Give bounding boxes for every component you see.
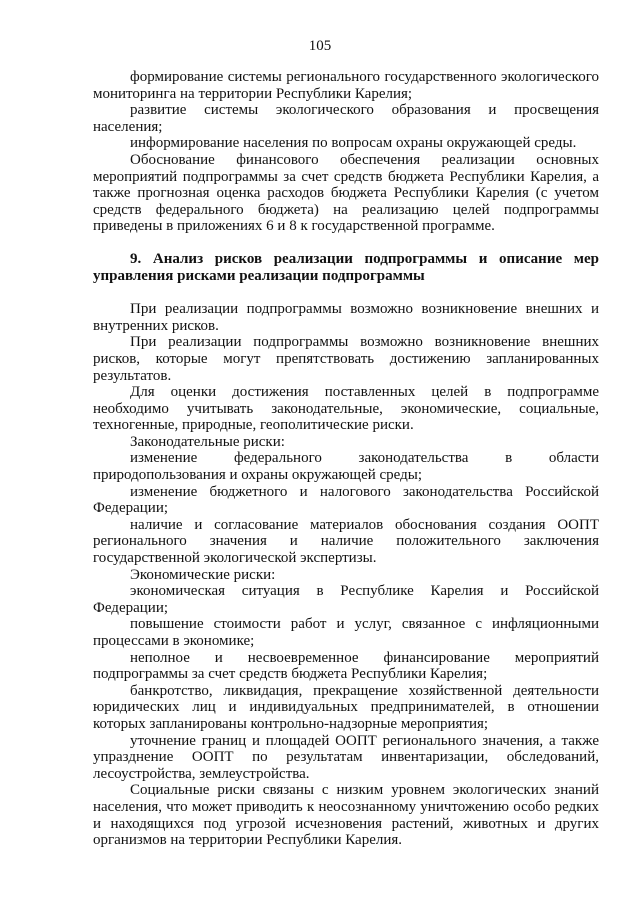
paragraph: информирование населения по вопросам охраны окружающей среды. [130, 135, 577, 152]
list-item: банкротство, ликвидация, прекращение хозяйственной деятельности юридических лиц и индивидуальных предпринимателей, в отношении которых запланированы контрольно-надзорные мероприятия; [93, 682, 599, 732]
paragraph: Социальные риски связаны с низким уровнем экологических знаний населения, что может приводить к неосознанному уничтожению особо редких и находящихся под угрозой исчезновения растений, животных и других организмов на территории Республики Карелия. [93, 782, 599, 849]
list-heading: Законодательные риски: [130, 433, 285, 450]
paragraph: При реализации подпрограммы возможно возникновение внешних и внутренних рисков. [93, 301, 599, 334]
list-item: наличие и согласование материалов обоснования создания ООПТ регионального значения и наличие положительного заключения государственной экологической экспертизы. [93, 516, 599, 567]
list-item: изменение федерального законодательства в области природопользования и охраны окружающей среды; [93, 450, 599, 484]
list-heading: Экономические риски: [130, 566, 276, 583]
section-heading: 9. Анализ рисков реализации подпрограммы и описание мер управления рисками реализации подпрограммы [93, 250, 599, 284]
paragraph: развитие системы экологического образования и просвещения населения; [93, 102, 599, 135]
list-item: уточнение границ и площадей ООПТ регионального значения, а также упразднение ООПТ по результатам инвентаризации, обследований, лесоустройства, землеустройства. [93, 732, 599, 782]
list-item: неполное и несвоевременное финансирование мероприятий подпрограммы за счет средств бюджета Республики Карелия; [93, 649, 599, 683]
list-item: повышение стоимости работ и услуг, связанное с инфляционными процессами в экономике; [93, 616, 599, 649]
page-number: 105 [308, 38, 332, 54]
list-item: экономическая ситуация в Республике Карелия и Российской Федерации; [93, 583, 599, 616]
list-item: изменение бюджетного и налогового законодательства Российской Федерации; [93, 483, 599, 517]
document-body [93, 69, 599, 849]
paragraph: При реализации подпрограммы возможно возникновение внешних рисков, которые могут препятствовать достижению запланированных результатов. [93, 334, 599, 384]
paragraph: формирование системы регионального государственного экологического мониторинга на территории Республики Карелия; [93, 69, 599, 102]
paragraph: Для оценки достижения поставленных целей в подпрограмме необходимо учитывать законодательные, экономические, социальные, техногенные, природные, геополитические риски. [93, 384, 599, 434]
paragraph: Обоснование финансового обеспечения реализации основных мероприятий подпрограммы за счет средств бюджета Республики Карелия, а также прогнозная оценка расходов бюджета Республики Карелия (с учетом средств федерального бюджета) на реализацию целей подпрограммы приведены в приложениях 6 и 8 к государственной программе. [93, 151, 599, 235]
